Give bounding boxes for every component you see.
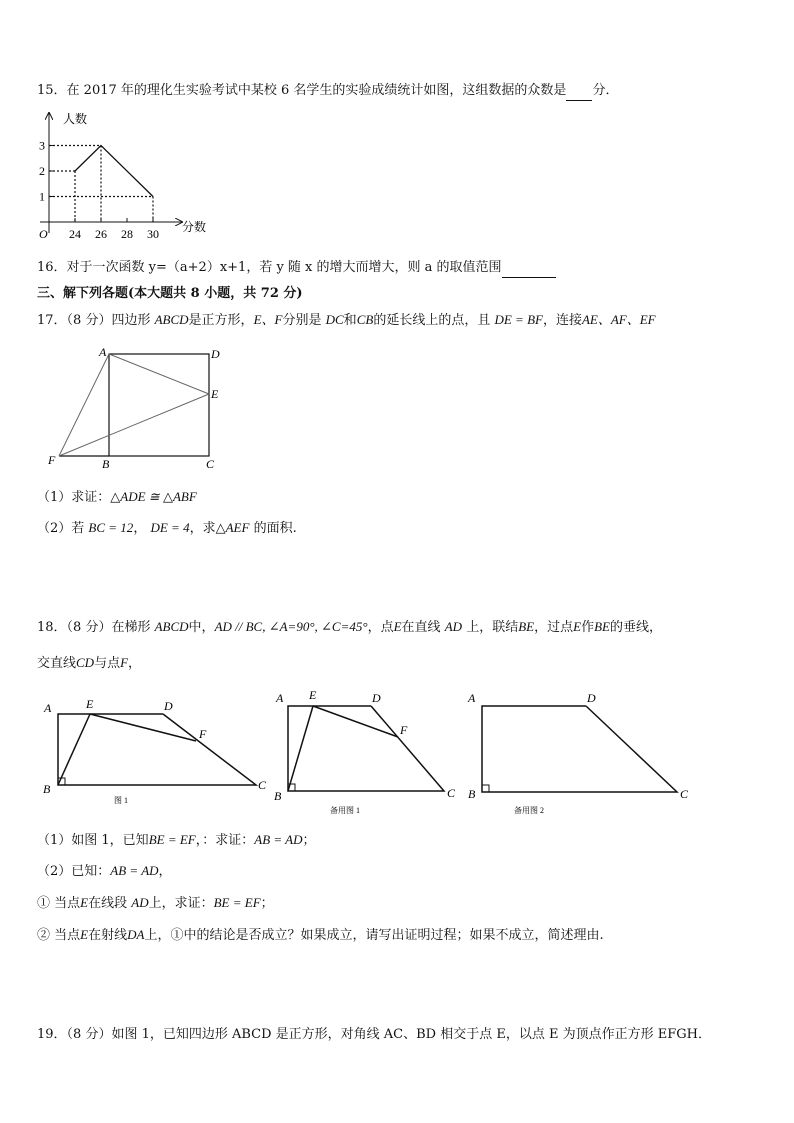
q15-y-tick-label-2: 2	[39, 164, 45, 178]
q18-fig1-segment-be	[58, 714, 90, 785]
q18-sub2-math-1: E	[80, 927, 89, 942]
q18-sub2-text-2: 在射线	[88, 928, 128, 943]
q17-math-list: AE、AF、EF	[581, 312, 656, 327]
q18-fig1-label-b: B	[43, 782, 51, 796]
q18-part1-text-3: ；	[302, 833, 316, 848]
q16-stem: 16．对于一次函数 y=（a+2）x+1，若 y 随 x 的增大而增大，则 a 的取值范围	[37, 260, 502, 275]
q18-text-5: 上，联结	[466, 620, 519, 635]
q18-figure-backup-2	[462, 686, 702, 821]
q18-math-e-2: E	[573, 619, 582, 634]
q17-part2-mid: ，求	[189, 521, 216, 536]
q17-part-1	[37, 488, 197, 507]
q18-sub1-text-2: 在线段	[88, 896, 128, 911]
q17-label-b: B	[102, 457, 110, 471]
q18-text-7: 作	[581, 620, 595, 635]
q15-plot-area	[39, 139, 159, 242]
q18-subpart-2	[37, 926, 604, 945]
q18-math-e: E	[393, 619, 402, 634]
q17-part2-math-1: BC = 12	[88, 520, 134, 535]
q17-square-abcd	[109, 354, 209, 456]
q17-segment-fe	[59, 394, 209, 456]
q17-label-a: A	[99, 345, 107, 359]
q18-figure-backup-1	[270, 686, 470, 821]
q18-fig2-label-f: F	[400, 723, 408, 737]
q18-fig1-trapezoid	[58, 714, 256, 785]
q18-line-1	[37, 618, 662, 637]
q15-text-after: 分．	[592, 83, 619, 98]
q15-xlabel: 分数	[182, 220, 207, 234]
q18-text-11: ，	[128, 656, 142, 671]
q17-math-dc: DC	[325, 312, 344, 327]
q18-math-ad: AD	[444, 619, 463, 634]
q17-part1-label: （1）求证：	[37, 490, 111, 505]
q15-text-before: 15．在 2017 年的理化生实验考试中某校 6 名学生的实验成绩统计如图，这组数据的众数是	[37, 83, 567, 98]
q17-label-f: F	[48, 453, 56, 467]
q18-text-10: 与点	[94, 656, 121, 671]
q15-y-tick-label-3: 3	[39, 138, 45, 153]
q17-part2-math-2: DE = 4	[150, 520, 190, 535]
q18-sub2-text-1: ② 当点	[37, 928, 81, 943]
q18-fig3-label-a: A	[468, 691, 476, 705]
q18-part2-text-2: ，	[158, 864, 172, 879]
q18-text-2: 中，	[188, 620, 215, 635]
q18-part1-text-1: （1）如图 1，已知	[37, 833, 149, 848]
q19-text: 19．（8 分）如图 1，已知四边形 ABCD 是正方形，对角线 AC、BD 相交于点 E，以点 E 为顶点作正方形 EFGH．	[37, 1027, 711, 1042]
q15-line-chart	[30, 105, 230, 245]
q18-fig3-trapezoid	[482, 706, 677, 792]
q15-origin-label: O	[39, 227, 48, 241]
q18-fig1-label-f: F	[199, 727, 207, 741]
q18-math-conditions: AD // BC, ∠A=90°, ∠C=45°	[214, 619, 368, 634]
q18-line-2	[37, 654, 141, 673]
q17-label-d: D	[211, 347, 220, 361]
q18-sub1-math-3: BE = EF	[213, 895, 261, 910]
q15-answer-blank	[566, 82, 592, 101]
q17-text-2: 是正方形，	[188, 313, 254, 328]
q17-text-5: 的延长线上的点，且	[373, 313, 491, 328]
q18-math-cd: CD	[76, 655, 95, 670]
q17-part2-end: 的面积.	[253, 521, 297, 536]
q17-text-1: 17．（8 分）四边形	[37, 313, 151, 328]
q18-part1-math-2: AB = AD	[254, 832, 303, 847]
q17-segment-ae	[109, 354, 209, 394]
q18-part2-math: AB = AD	[110, 863, 159, 878]
q15-ylabel: 人数	[63, 112, 88, 126]
q18-fig1-caption: 图 1	[114, 796, 128, 805]
q18-part1-math-1: BE = EF	[148, 832, 196, 847]
section-3-title: 三、解下列各题(本大题共 8 小题，共 72 分)	[37, 286, 303, 301]
q17-part2-label: （2）若	[37, 521, 85, 536]
q16-answer-blank	[502, 259, 556, 278]
q17-part1-math: △ADE ≅ △ABF	[110, 489, 197, 504]
q18-sub1-text-3: 上，求证：	[148, 896, 214, 911]
q15-x-tick-label-28: 28	[121, 227, 133, 241]
q18-part-1	[37, 831, 316, 850]
q18-fig1-label-c: C	[258, 778, 267, 792]
q18-part1-text-2: ，：求证：	[195, 833, 255, 848]
q18-fig2-label-c: C	[447, 786, 456, 800]
q17-part-2	[37, 519, 297, 538]
q18-text-3: ，点	[367, 620, 394, 635]
q15-x-tick-label-30: 30	[147, 227, 159, 241]
q18-fig3-label-c: C	[680, 787, 689, 801]
q18-fig2-caption: 备用图 1	[330, 806, 360, 815]
q17-math-cb: CB	[356, 312, 374, 327]
q18-math-f: F	[120, 655, 129, 670]
q17-label-c: C	[206, 457, 215, 471]
q17-math-abcd: ABCD	[154, 312, 189, 327]
q17-part2-sep: ，	[133, 521, 147, 536]
q17-segment-af	[59, 354, 109, 456]
q18-fig1-label-a: A	[44, 701, 52, 715]
q18-fig3-label-d: D	[587, 691, 596, 705]
q18-fig2-label-a: A	[276, 691, 284, 705]
q18-subpart-1	[37, 894, 274, 913]
q17-label-e: E	[211, 387, 219, 401]
q18-fig3-right-angle	[482, 785, 489, 792]
q15-y-tick-label-1: 1	[39, 189, 45, 204]
q18-math-abcd: ABCD	[154, 619, 189, 634]
q18-text-9: 交直线	[37, 656, 77, 671]
q18-sub1-math-1: E	[80, 895, 89, 910]
q18-fig2-label-b: B	[274, 789, 282, 803]
q15-series-line	[75, 146, 153, 197]
q18-fig2-segment-be	[288, 706, 313, 791]
q18-fig2-trapezoid	[288, 706, 444, 791]
q17-text-3: 分别是	[282, 313, 322, 328]
q18-sub1-math-2: AD	[131, 895, 149, 910]
q18-fig1-label-e: E	[86, 697, 94, 711]
q18-sub2-text-3: 上，①中的结论是否成立？如果成立，请写出证明过程；如果不成立，简述理由.	[144, 928, 604, 943]
q15-x-tick-label-26: 26	[95, 227, 107, 241]
q18-sub1-text-4: ；	[260, 896, 274, 911]
q18-part2-text-1: （2）已知：	[37, 864, 111, 879]
q17-part2-math-3: △AEF	[215, 520, 250, 535]
q18-text-6: ，过点	[534, 620, 574, 635]
q17-text-6: ，连接	[542, 313, 582, 328]
q15-text	[37, 82, 618, 101]
q18-fig3-label-b: B	[468, 787, 476, 801]
q18-fig2-label-e: E	[309, 688, 317, 702]
q18-text-4: 在直线	[401, 620, 441, 635]
q18-fig3-caption: 备用图 2	[514, 806, 544, 815]
q17-math-ef: E、F	[253, 312, 283, 327]
q15-x-tick-label-24: 24	[69, 227, 81, 241]
q18-sub2-math-2: DA	[127, 927, 145, 942]
q18-figure-1	[38, 692, 278, 810]
q17-intro	[37, 311, 656, 330]
q18-text-1: 18．（8 分）在梯形	[37, 620, 151, 635]
q18-fig1-label-d: D	[164, 699, 173, 713]
q18-math-be-2: BE	[594, 619, 610, 634]
q18-part-2	[37, 862, 172, 881]
q17-math-de-bf: DE = BF	[494, 312, 543, 327]
q18-sub1-text-1: ① 当点	[37, 896, 81, 911]
q18-fig2-label-d: D	[372, 691, 381, 705]
q18-text-8: 的垂线，	[609, 620, 662, 635]
q18-math-be: BE	[518, 619, 535, 634]
q16-text	[37, 259, 556, 278]
q17-text-4: 和	[343, 313, 357, 328]
q17-figure	[40, 340, 230, 475]
